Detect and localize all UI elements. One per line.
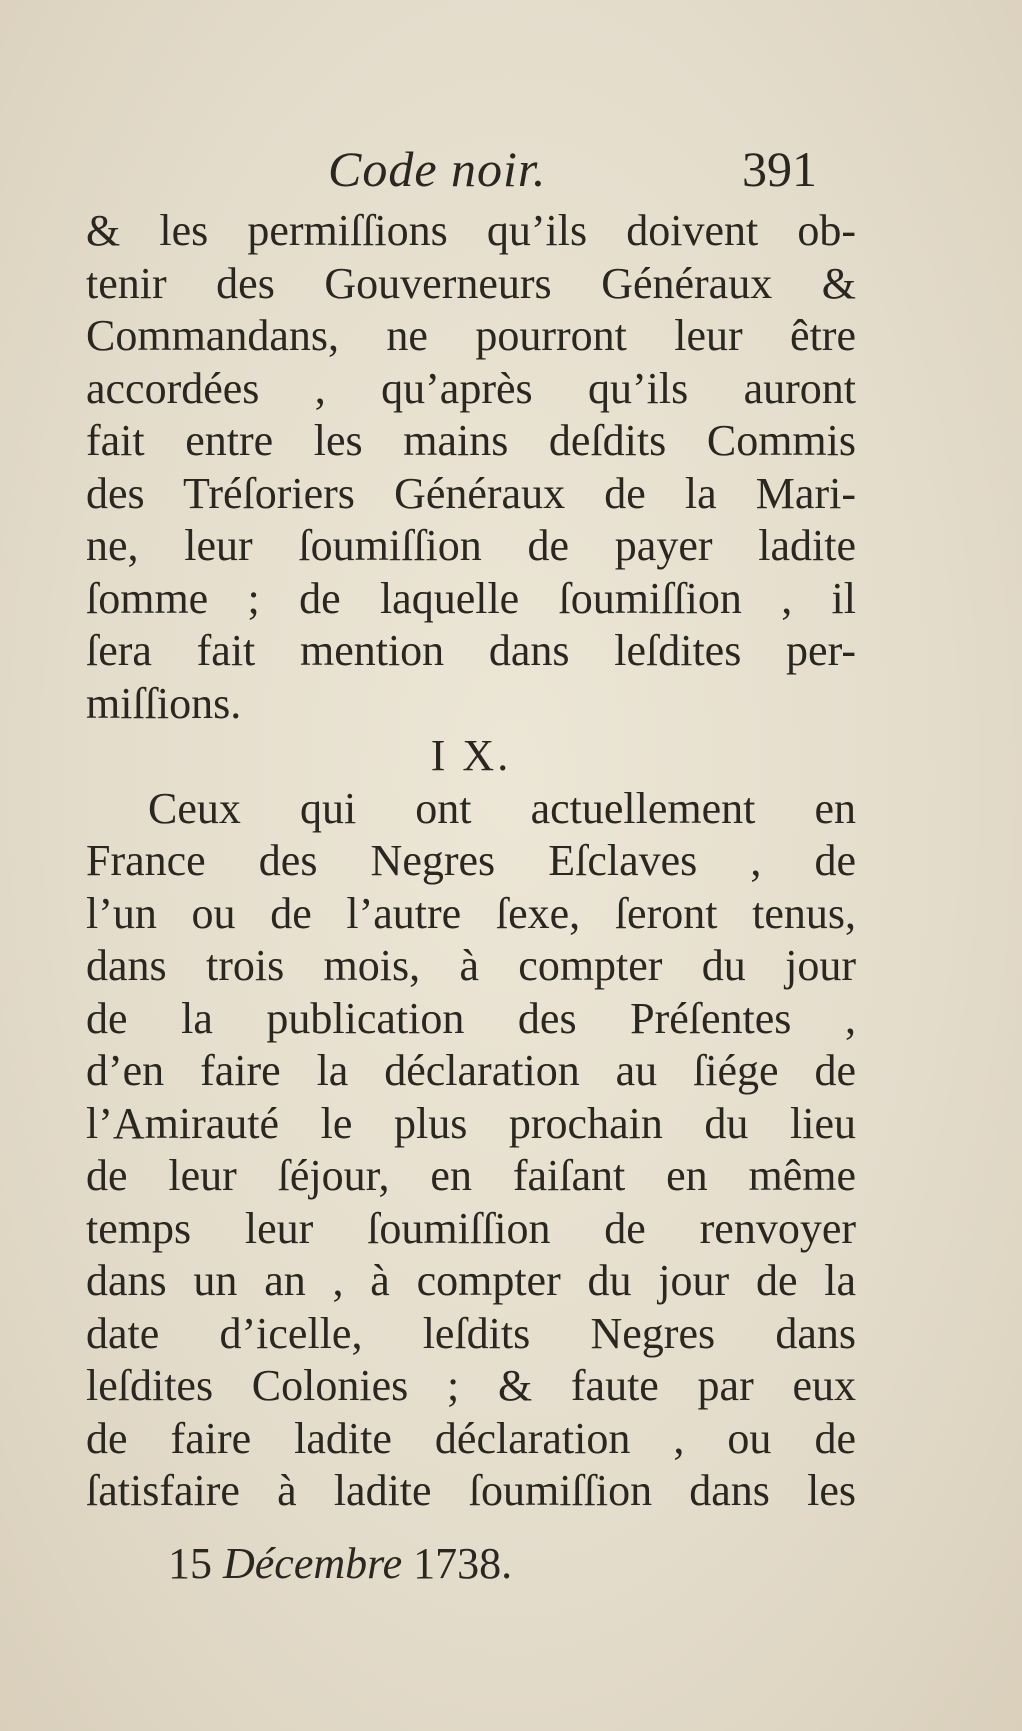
text-line: date d’icelle, leſdits Negres dans bbox=[86, 1308, 856, 1358]
text-line: temps leur ſoumiſſion de renvoyer bbox=[86, 1203, 856, 1253]
text-line: ſomme ; de laquelle ſoumiſſion , il bbox=[86, 573, 856, 623]
text-line: dans un an , à compter du jour de la bbox=[86, 1256, 856, 1305]
footer-day: 15 bbox=[168, 1539, 212, 1588]
text-line: Commandans, ne pourront leur être bbox=[86, 311, 856, 360]
article-heading: I X. bbox=[430, 731, 512, 780]
text-line: & les permiſſions qu’ils doivent ob- bbox=[86, 206, 856, 255]
text-line: ſatisfaire à ladite ſoumiſſion dans les bbox=[86, 1466, 856, 1515]
text-line: de leur ſéjour, en faiſant en même bbox=[86, 1151, 856, 1200]
text-line: accordées , qu’après qu’ils auront bbox=[86, 363, 856, 413]
text-line: l’un ou de l’autre ſexe, ſeront tenus, bbox=[86, 888, 856, 938]
text-line: ſera fait mention dans leſdites per- bbox=[86, 626, 856, 675]
text-line: des Tréſoriers Généraux de la Mari- bbox=[86, 468, 856, 518]
text-line: leſdites Colonies ; & faute par eux bbox=[86, 1361, 856, 1410]
footer-year: 1738. bbox=[413, 1539, 513, 1588]
text-line: d’en faire la déclaration au ſiége de bbox=[86, 1046, 856, 1095]
text-line: l’Amirauté le plus prochain du lieu bbox=[86, 1098, 856, 1148]
body-text bbox=[86, 205, 856, 1518]
text-line: ne, leur ſoumiſſion de payer ladite bbox=[86, 521, 856, 570]
text-line: de faire ladite déclaration , ou de bbox=[86, 1413, 856, 1463]
footer-month: Décembre bbox=[223, 1539, 403, 1588]
footer-catchword-date bbox=[168, 1538, 512, 1589]
text-line: dans trois mois, à compter du jour bbox=[86, 941, 856, 990]
text-line: tenir des Gouverneurs Généraux & bbox=[86, 258, 856, 308]
text-line: de la publication des Préſentes , bbox=[86, 993, 856, 1043]
running-title: Code noir. bbox=[328, 141, 547, 197]
text-line: fait entre les mains deſdits Commis bbox=[86, 416, 856, 465]
page-number: 391 bbox=[742, 141, 817, 197]
page-header bbox=[0, 140, 1022, 210]
text-line: miſſions. bbox=[86, 678, 242, 728]
text-line: Ceux qui ont actuellement en bbox=[148, 783, 856, 833]
text-line: France des Negres Eſclaves , de bbox=[86, 836, 856, 885]
